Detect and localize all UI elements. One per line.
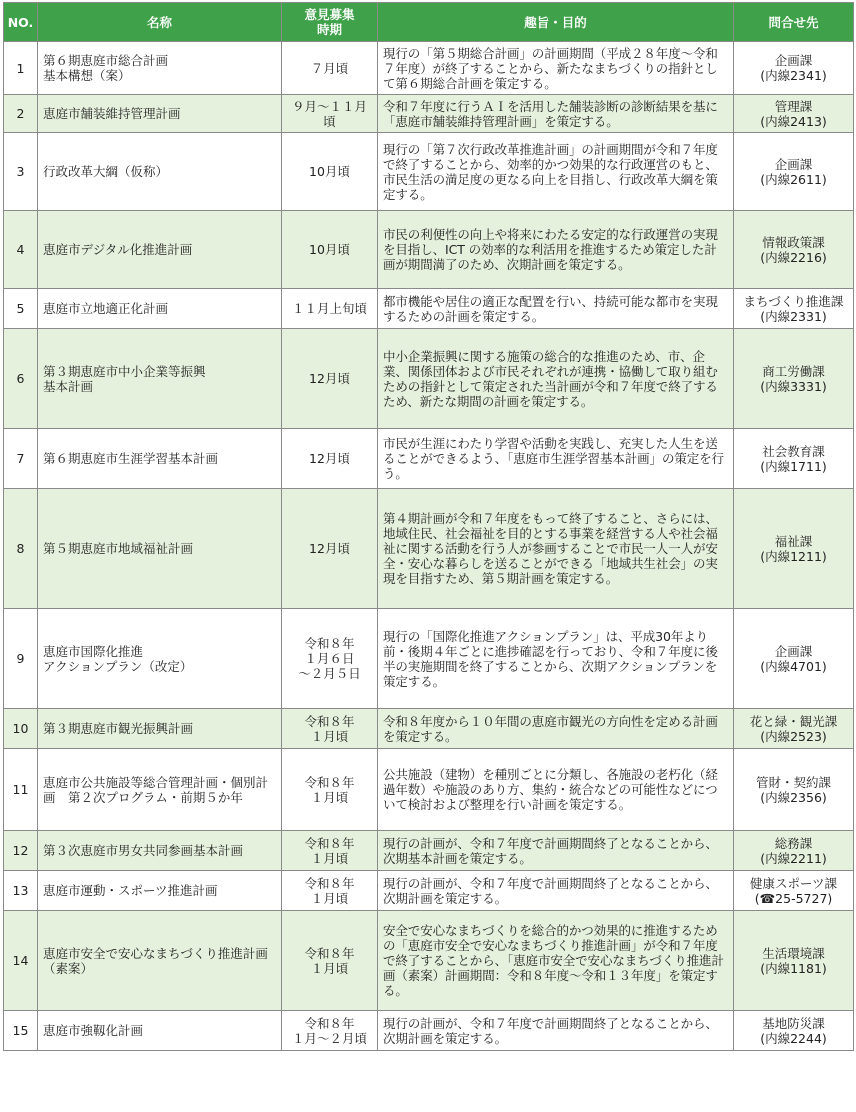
row-number: 2 bbox=[4, 95, 38, 133]
plan-name: 恵庭市強靱化計画 bbox=[38, 1011, 282, 1051]
plan-purpose: 市民が生涯にわたり学習や活動を実践し、充実した人生を送ることができるよう、「恵庭市生涯学習基本計画」の策定を行う。 bbox=[378, 429, 734, 489]
comment-period: １１月上旬頃 bbox=[282, 289, 378, 329]
plan-name: 恵庭市運動・スポーツ推進計画 bbox=[38, 871, 282, 911]
table-row bbox=[4, 211, 854, 289]
header-name: 名称 bbox=[38, 3, 282, 42]
contact-info: 社会教育課 (内線1711) bbox=[734, 429, 854, 489]
contact-info: 管理課 (内線2413) bbox=[734, 95, 854, 133]
plan-purpose: 第４期計画が令和７年度をもって終了すること、さらには、地域住民、社会福祉を目的とする事業を経営する人や社会福祉に関する活動を行う人が参画することで市民一人一人が安全・安心な暮らしを送ることができる「地域共生社会」の実現を目指すため、第５期計画を策定する。 bbox=[378, 489, 734, 609]
table-row bbox=[4, 489, 854, 609]
contact-info: 総務課 (内線2211) bbox=[734, 831, 854, 871]
plan-purpose: 現行の計画が、令和７年度で計画期間終了となることから、次期基本計画を策定する。 bbox=[378, 831, 734, 871]
plan-purpose: 都市機能や居住の適正な配置を行い、持続可能な都市を実現するための計画を策定する。 bbox=[378, 289, 734, 329]
plan-purpose: 令和８年度から１０年間の恵庭市観光の方向性を定める計画を策定する。 bbox=[378, 709, 734, 749]
table-row bbox=[4, 42, 854, 95]
contact-info: 生活環境課 (内線1181) bbox=[734, 911, 854, 1011]
plan-name: 恵庭市公共施設等総合管理計画・個別計画 第２次プログラム・前期５か年 bbox=[38, 749, 282, 831]
comment-period: ７月頃 bbox=[282, 42, 378, 95]
comment-period: 令和８年 １月頃 bbox=[282, 709, 378, 749]
comment-period: 令和８年 １月頃 bbox=[282, 831, 378, 871]
header-purpose: 趣旨・目的 bbox=[378, 3, 734, 42]
header-period: 意見募集 時期 bbox=[282, 3, 378, 42]
table-body bbox=[4, 42, 854, 1051]
row-number: 5 bbox=[4, 289, 38, 329]
row-number: 3 bbox=[4, 133, 38, 211]
row-number: 10 bbox=[4, 709, 38, 749]
plan-name: 恵庭市安全で安心なまちづくり推進計画（素案） bbox=[38, 911, 282, 1011]
contact-info: 基地防災課 (内線2244) bbox=[734, 1011, 854, 1051]
comment-period: 12月頃 bbox=[282, 489, 378, 609]
comment-period: 10月頃 bbox=[282, 133, 378, 211]
plan-table bbox=[3, 2, 854, 1051]
comment-period: 令和８年 １月頃 bbox=[282, 749, 378, 831]
row-number: 11 bbox=[4, 749, 38, 831]
plan-purpose: 市民の利便性の向上や将来にわたる安定的な行政運営の実現を目指し、ICT の効率的な利活用を推進するため策定した計画が期間満了のため、次期計画を策定する。 bbox=[378, 211, 734, 289]
row-number: 8 bbox=[4, 489, 38, 609]
contact-info: 管財・契約課 (内線2356) bbox=[734, 749, 854, 831]
plan-purpose: 現行の「国際化推進アクションプラン」は、平成30年より前・後期４年ごとに進捗確認を行っており、令和７年度に後半の実施期間を終了することから、次期アクションプランを策定する。 bbox=[378, 609, 734, 709]
table-row bbox=[4, 429, 854, 489]
plan-name: 第３次恵庭市男女共同参画基本計画 bbox=[38, 831, 282, 871]
plan-purpose: 公共施設（建物）を種別ごとに分類し、各施設の老朽化（経過年数）や施設のあり方、集約・統合などの可能性などについて検討および整理を行い計画を策定する。 bbox=[378, 749, 734, 831]
comment-period: 令和８年 １月頃 bbox=[282, 871, 378, 911]
header-no: NO. bbox=[4, 3, 38, 42]
row-number: 15 bbox=[4, 1011, 38, 1051]
plan-purpose: 令和７年度に行うＡＩを活用した舗装診断の診断結果を基に「恵庭市舗装維持管理計画」を策定する。 bbox=[378, 95, 734, 133]
comment-period: 12月頃 bbox=[282, 329, 378, 429]
comment-period: 12月頃 bbox=[282, 429, 378, 489]
row-number: 9 bbox=[4, 609, 38, 709]
table-row bbox=[4, 831, 854, 871]
table-row bbox=[4, 95, 854, 133]
table-header-row bbox=[4, 3, 854, 42]
plan-purpose: 現行の計画が、令和７年度で計画期間終了となることから、次期計画を策定する。 bbox=[378, 1011, 734, 1051]
contact-info: 花と緑・観光課 (内線2523) bbox=[734, 709, 854, 749]
plan-purpose: 現行の「第７次行政改革推進計画」の計画期間が令和７年度で終了することから、効率的かつ効果的な行政運営のもと、市民生活の満足度の更なる向上を目指し、行政改革大綱を策定する。 bbox=[378, 133, 734, 211]
comment-period: 令和８年 １月６日 ～２月５日 bbox=[282, 609, 378, 709]
comment-period: 10月頃 bbox=[282, 211, 378, 289]
plan-purpose: 現行の「第５期総合計画」の計画期間（平成２８年度～令和７年度）が終了することから、新たなまちづくりの指針として第６期総合計画を策定する。 bbox=[378, 42, 734, 95]
plan-purpose: 安全で安心なまちづくりを総合的かつ効果的に推進するための「恵庭市安全で安心なまちづくり推進計画」が令和７年度で終了することから、「恵庭市安全で安心なまちづくり推進計画（素案）計画期間：令和８年度～令和１３年度」を策定する。 bbox=[378, 911, 734, 1011]
row-number: 12 bbox=[4, 831, 38, 871]
plan-name: 行政改革大綱（仮称） bbox=[38, 133, 282, 211]
table-row bbox=[4, 911, 854, 1011]
plan-name: 恵庭市立地適正化計画 bbox=[38, 289, 282, 329]
contact-info: 企画課 (内線4701) bbox=[734, 609, 854, 709]
row-number: 14 bbox=[4, 911, 38, 1011]
table-row bbox=[4, 709, 854, 749]
table-row bbox=[4, 609, 854, 709]
plan-purpose: 現行の計画が、令和７年度で計画期間終了となることから、次期計画を策定する。 bbox=[378, 871, 734, 911]
comment-period: 令和８年 １月頃 bbox=[282, 911, 378, 1011]
plan-purpose: 中小企業振興に関する施策の総合的な推進のため、市、企業、関係団体および市民それぞれが連携・協働して取り組むための指針として策定された当計画が令和７年度で終了するため、新たな期間の計画を策定する。 bbox=[378, 329, 734, 429]
row-number: 4 bbox=[4, 211, 38, 289]
comment-period: 令和８年 １月～２月頃 bbox=[282, 1011, 378, 1051]
table-row bbox=[4, 871, 854, 911]
row-number: 13 bbox=[4, 871, 38, 911]
plan-name: 第６期恵庭市総合計画 基本構想（案） bbox=[38, 42, 282, 95]
table-row bbox=[4, 133, 854, 211]
table-row bbox=[4, 749, 854, 831]
row-number: 1 bbox=[4, 42, 38, 95]
plan-name: 恵庭市舗装維持管理計画 bbox=[38, 95, 282, 133]
plan-name: 第６期恵庭市生涯学習基本計画 bbox=[38, 429, 282, 489]
table-row bbox=[4, 1011, 854, 1051]
contact-info: 企画課 (内線2341) bbox=[734, 42, 854, 95]
table-row bbox=[4, 289, 854, 329]
plan-name: 恵庭市国際化推進 アクションプラン（改定） bbox=[38, 609, 282, 709]
comment-period: ９月～１１月頃 bbox=[282, 95, 378, 133]
plan-name: 第３期恵庭市観光振興計画 bbox=[38, 709, 282, 749]
row-number: 6 bbox=[4, 329, 38, 429]
header-contact: 問合せ先 bbox=[734, 3, 854, 42]
table-row bbox=[4, 329, 854, 429]
contact-info: 企画課 (内線2611) bbox=[734, 133, 854, 211]
contact-info: 福祉課 (内線1211) bbox=[734, 489, 854, 609]
plan-name: 第３期恵庭市中小企業等振興 基本計画 bbox=[38, 329, 282, 429]
contact-info: 情報政策課 (内線2216) bbox=[734, 211, 854, 289]
plan-name: 第５期恵庭市地域福祉計画 bbox=[38, 489, 282, 609]
contact-info: まちづくり推進課 (内線2331) bbox=[734, 289, 854, 329]
contact-info: 健康スポーツ課 (☎25-5727) bbox=[734, 871, 854, 911]
row-number: 7 bbox=[4, 429, 38, 489]
contact-info: 商工労働課 (内線3331) bbox=[734, 329, 854, 429]
plan-name: 恵庭市デジタル化推進計画 bbox=[38, 211, 282, 289]
